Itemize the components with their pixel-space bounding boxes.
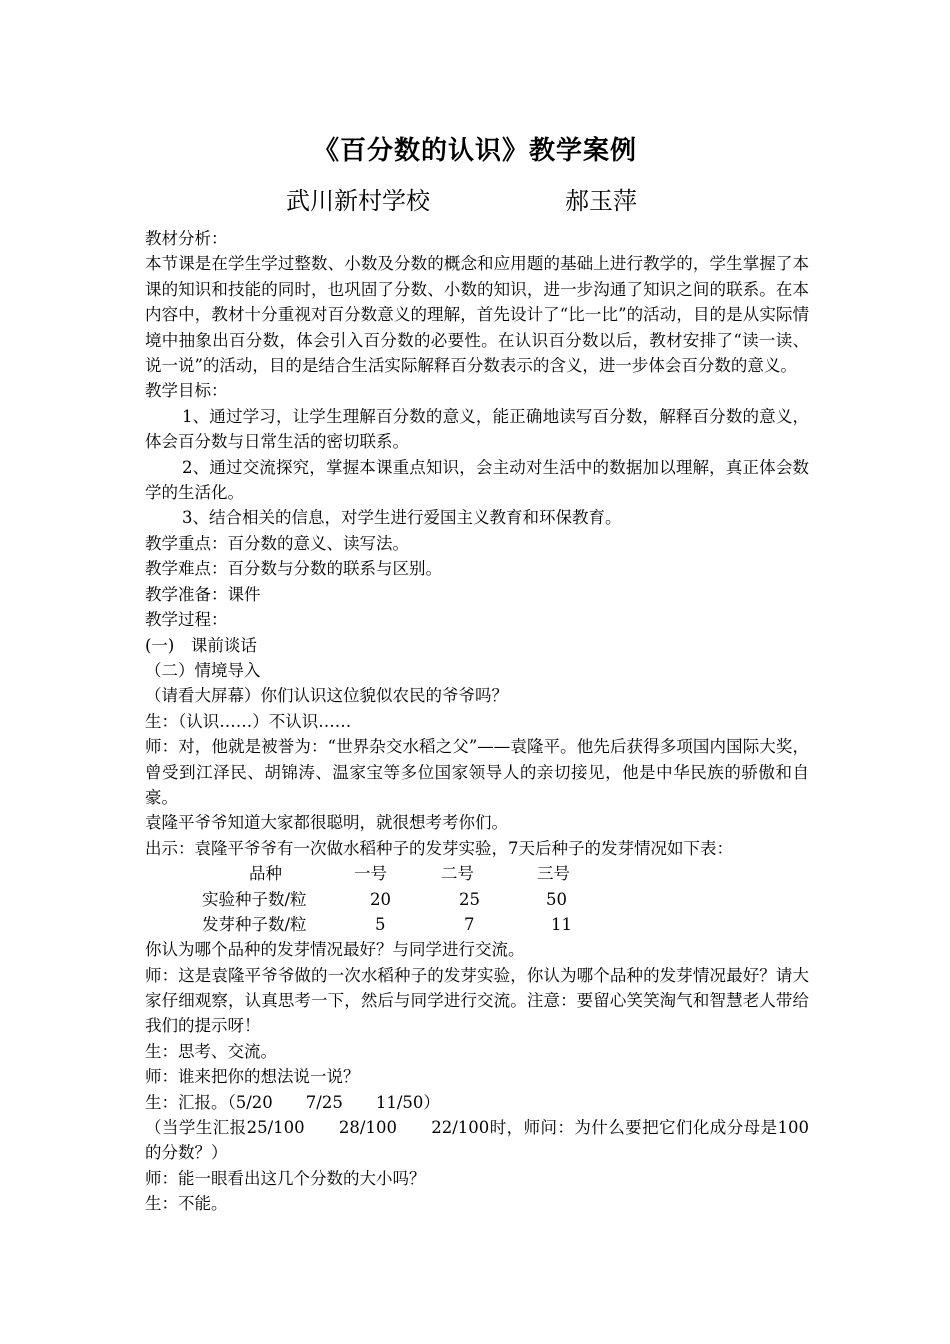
difficulty: 教学难点：百分数与分数的联系与区别。 — [145, 559, 442, 579]
table-row — [145, 912, 809, 937]
step-2: （二）情境导入 — [145, 660, 261, 680]
author-name: 郝玉萍 — [565, 187, 637, 215]
table-cell: 5 — [375, 914, 386, 934]
process-heading: 教学过程： — [145, 610, 228, 630]
table-cell: 7 — [464, 914, 475, 934]
key-point: 教学重点：百分数的意义、读写法。 — [145, 533, 409, 553]
table-row-label: 发芽种子数/粒 — [202, 914, 307, 934]
table-cell: 11 — [551, 914, 572, 934]
dialogue-line: 师：能一眼看出这几个分数的大小吗？ — [145, 1168, 426, 1188]
table-header-cell: 三号 — [537, 864, 570, 884]
analysis-paragraph: 本节课是在学生学过整数、小数及分数的概念和应用题的基础上进行教学的，学生掌握了本课的知识和技能的同时，也巩固了分数、小数的知识，进一步沟通了知识之间的联系。在本内容中，教材十分重视对百分数意义的理解，首先设计了“比一比”的活动，目的是从实际情境中抽象出百分数，体会引入百分数的必要性。在认识百分数以后，教材安排了“读一读、说一说”的活动，目的是结合生活实际解释百分数表示的含义，进一步体会百分数的意义。 — [145, 254, 809, 376]
dialogue-line: 出示：袁隆平爷爷有一次做水稻种子的发芽实验，7天后种子的发芽情况如下表： — [145, 838, 733, 858]
dialogue-line: 生：思考、交流。 — [145, 1041, 277, 1061]
dialogue-line: （请看大屏幕）你们认识这位貌似农民的爷爷吗？ — [145, 686, 508, 706]
document-title: 《百分数的认识》教学案例 — [312, 136, 637, 166]
dialogue-line: 你认为哪个品种的发芽情况最好？与同学进行交流。 — [145, 940, 525, 960]
table-row — [145, 887, 809, 912]
table-header-row — [145, 861, 809, 886]
goal-3: 3、结合相关的信息，对学生进行爱国主义教育和环保教育。 — [182, 508, 622, 528]
goal-1: 1、通过学习，让学生理解百分数的意义，能正确地读写百分数，解释百分数的意义，体会百分数与日常生活的密切联系。 — [145, 406, 809, 452]
table-header-cell: 二号 — [441, 864, 474, 884]
goal-2: 2、通过交流探究，掌握本课重点知识，会主动对生活中的数据加以理解，真正体会数学的生活化。 — [145, 457, 809, 503]
dialogue-line: 生：（认识……）不认识…… — [145, 711, 352, 731]
school-name: 武川新村学校 — [286, 187, 430, 215]
table-cell: 20 — [370, 889, 391, 909]
dialogue-line: 师：对，他就是被誉为：“世界杂交水稻之父”——袁隆平。他先后获得多项国内国际大奖，曾受到江泽民、胡锦涛、温家宝等多位国家领导人的亲切接见，他是中华民族的骄傲和自豪。 — [145, 737, 809, 807]
dialogue-line: 生：不能。 — [145, 1194, 228, 1214]
table-header-cell: 一号 — [354, 864, 387, 884]
seed-table — [145, 861, 809, 937]
table-cell: 50 — [546, 889, 567, 909]
dialogue-line: 师：谁来把你的想法说一说？ — [145, 1067, 360, 1087]
goals-heading: 教学目标： — [145, 381, 228, 401]
analysis-heading: 教材分析： — [145, 229, 228, 248]
dialogue-line: 生：汇报。（5/20 7/25 11/50） — [145, 1092, 440, 1112]
document-body — [145, 226, 809, 1217]
step-1: (一) 课前谈话 — [145, 635, 257, 655]
table-cell: 25 — [459, 889, 480, 909]
dialogue-line: 师：这是袁隆平爷爷做的一次水稻种子的发芽实验，你认为哪个品种的发芽情况最好？请大家仔细观察，认真思考一下，然后与同学进行交流。注意：要留心笑笑淘气和智慧老人带给我们的提示呀！ — [145, 965, 809, 1036]
dialogue-line: 袁隆平爷爷知道大家都很聪明，就很想考考你们。 — [145, 813, 508, 833]
table-row-label: 实验种子数/粒 — [202, 889, 307, 909]
preparation: 教学准备：课件 — [145, 584, 261, 604]
table-header-cell: 品种 — [249, 864, 282, 884]
dialogue-line: （当学生汇报25/100 28/100 22/100时，师问：为什么要把它们化成分母是100的分数？） — [145, 1118, 809, 1163]
